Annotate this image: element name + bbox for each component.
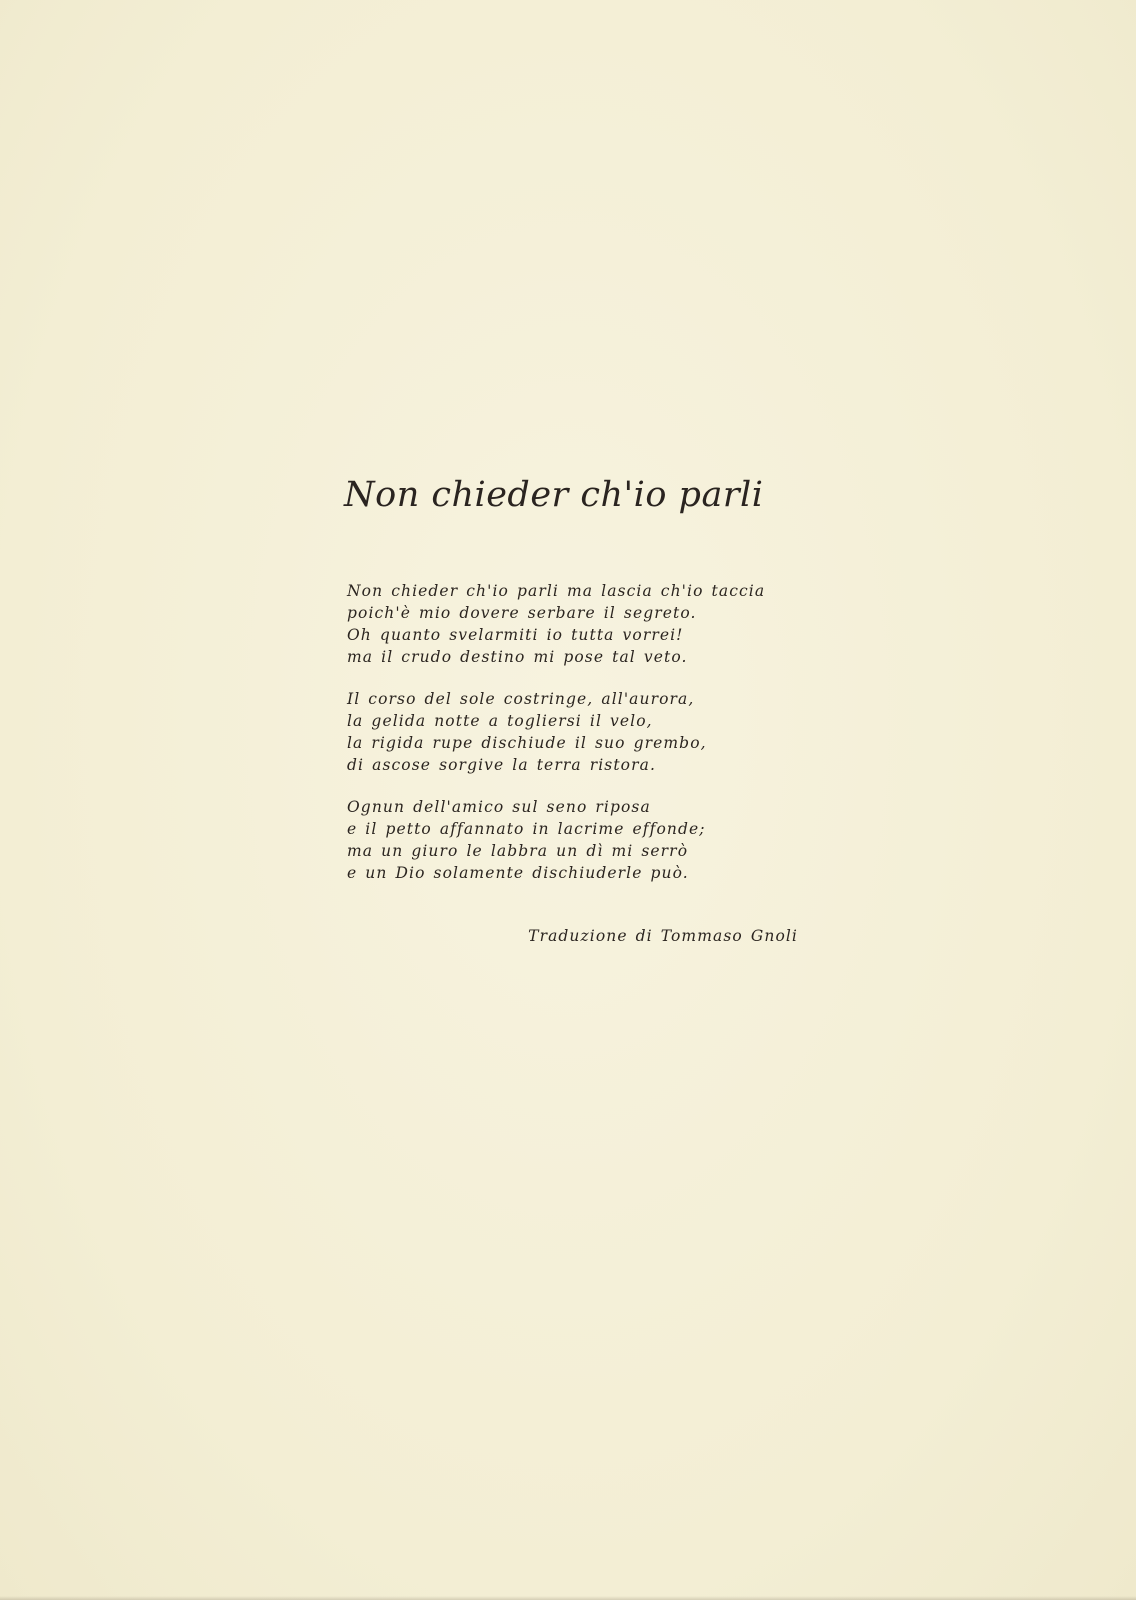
poem-title: Non chieder ch'io parli [344, 475, 764, 515]
verse-line: la gelida notte a togliersi il velo, [347, 712, 653, 730]
verse-line: e un Dio solamente dischiuderle può. [347, 864, 689, 882]
verse-line: ma un giuro le labbra un dì mi serrò [347, 842, 689, 860]
verse-line: Ognun dell'amico sul seno riposa [347, 798, 651, 816]
poem-body [347, 580, 807, 904]
verse-line: poich'è mio dovere serbare il segreto. [347, 604, 697, 622]
stanza-1 [347, 580, 807, 668]
verse-line: di ascose sorgive la terra ristora. [347, 756, 656, 774]
verse-line: ma il crudo destino mi pose tal veto. [347, 648, 688, 666]
verse-line: e il petto affannato in lacrime effonde; [347, 820, 706, 838]
verse-line: Il corso del sole costringe, all'aurora, [347, 690, 695, 708]
stanza-2 [347, 688, 807, 776]
translation-attribution: Traduzione di Tommaso Gnoli [528, 927, 798, 945]
page-edge [0, 1596, 1136, 1600]
verse-line: la rigida rupe dischiude il suo grembo, [347, 734, 707, 752]
verse-line: Non chieder ch'io parli ma lascia ch'io taccia [347, 582, 766, 600]
verse-line: Oh quanto svelarmiti io tutta vorrei! [347, 626, 684, 644]
stanza-3 [347, 796, 807, 884]
